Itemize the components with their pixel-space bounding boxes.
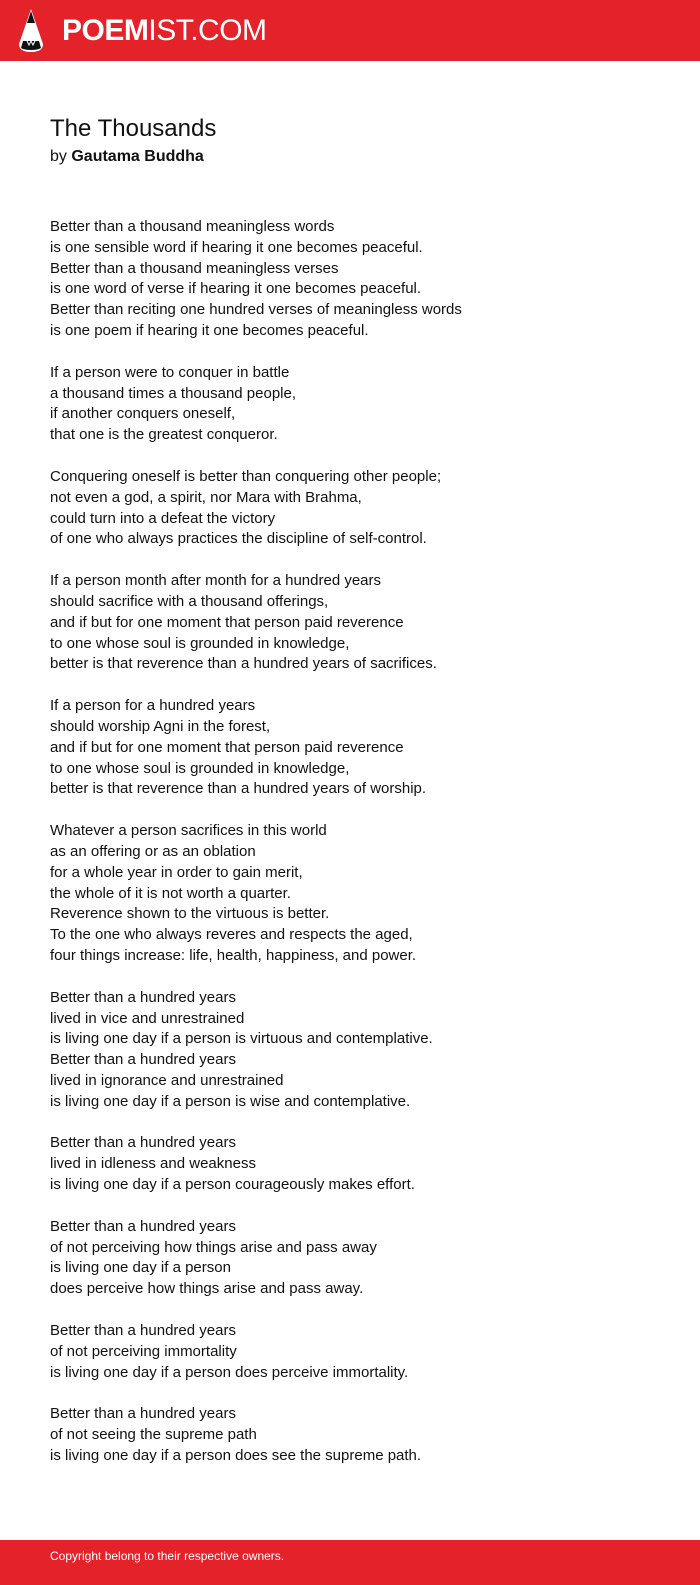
poem-line: Better than a hundred years [50, 1217, 236, 1235]
pencil-tip-icon [18, 8, 44, 54]
poem-line: better is that reverence than a hundred years of sacrifices. [50, 655, 437, 673]
poem-line: Better than a hundred years [50, 1322, 236, 1340]
poem-line: lived in idleness and weakness [50, 1155, 256, 1173]
poem-line: If a person month after month for a hundred years [50, 572, 382, 590]
poem-line: is living one day if a person courageously makes effort. [50, 1176, 415, 1194]
poem-line: four things increase: life, health, happiness, and power. [50, 946, 417, 964]
site-header [0, 0, 700, 61]
poem-line: of not perceiving how things arise and pass away [50, 1238, 377, 1256]
poem-line: Better than a thousand meaningless verses [50, 259, 339, 277]
poem-author: Gautama Buddha [71, 148, 204, 165]
poem-line: To the one who always reveres and respects the aged, [50, 926, 413, 944]
copyright-text: Copyright belong to their respective owners. [50, 1549, 285, 1563]
poem-line: the whole of it is not worth a quarter. [50, 884, 291, 902]
poem-line: that one is the greatest conqueror. [50, 426, 278, 444]
poem-content [50, 113, 650, 1465]
poem-line: does perceive how things arise and pass away. [50, 1280, 364, 1298]
site-logo-link[interactable] [18, 8, 267, 54]
poem-stanza [50, 1321, 670, 1383]
poem-line: better is that reverence than a hundred years of worship. [50, 780, 427, 798]
poem-line: Better than a hundred years [50, 1051, 236, 1069]
poem-stanza [50, 467, 670, 550]
poem-line: Better than a thousand meaningless words [50, 218, 335, 235]
poem-line: a thousand times a thousand people, [50, 384, 297, 402]
poem-line: If a person were to conquer in battle [50, 363, 290, 381]
site-logo-text [62, 14, 267, 48]
poem-line: is living one day if a person does perceive immortality. [50, 1363, 409, 1381]
poem-line: is one sensible word if hearing it one becomes peaceful. [50, 238, 423, 256]
poem-stanza [50, 571, 670, 675]
poem-line: Better than a hundred years [50, 1134, 236, 1152]
logo-text-thin: IST.COM [148, 14, 267, 47]
poem-line: not even a god, a spirit, nor Mara with Brahma, [50, 488, 362, 506]
poem-stanza [50, 988, 670, 1113]
poem-stanza [50, 1133, 670, 1195]
poem-line: lived in ignorance and unrestrained [50, 1071, 284, 1089]
poem-title: The Thousands [50, 115, 217, 142]
poem-body [50, 217, 670, 1488]
poem-line: could turn into a defeat the victory [50, 509, 276, 527]
poem-line: if another conquers oneself, [50, 405, 236, 423]
poem-line: of one who always practices the discipline of self-control. [50, 530, 427, 548]
poem-line: is living one day if a person [50, 1259, 231, 1277]
poem-line: lived in vice and unrestrained [50, 1009, 245, 1027]
poem-line: Better than reciting one hundred verses of meaningless words [50, 301, 462, 319]
logo-text-bold: POEM [62, 14, 149, 47]
byline-prefix: by [50, 148, 67, 165]
site-footer [0, 1540, 700, 1585]
poem-line: should worship Agni in the forest, [50, 717, 271, 735]
poem-byline [50, 145, 650, 169]
poem-stanza [50, 217, 670, 342]
poem-line: of not perceiving immortality [50, 1342, 237, 1360]
poem-line: should sacrifice with a thousand offerings, [50, 592, 329, 610]
poem-line: and if but for one moment that person paid reverence [50, 613, 404, 631]
poem-line: is one poem if hearing it one becomes peaceful. [50, 321, 369, 339]
poem-line: Whatever a person sacrifices in this world [50, 822, 327, 840]
poem-line: and if but for one moment that person paid reverence [50, 738, 404, 756]
poem-stanza [50, 696, 670, 800]
poem-line: to one whose soul is grounded in knowledge, [50, 634, 350, 652]
poem-line: as an offering or as an oblation [50, 842, 256, 860]
poem-line: is one word of verse if hearing it one becomes peaceful. [50, 280, 422, 298]
poem-line: Conquering oneself is better than conquering other people; [50, 467, 442, 485]
poem-line: Better than a hundred years [50, 988, 236, 1006]
poem-line: is living one day if a person does see the supreme path. [50, 1447, 422, 1465]
poem-line: for a whole year in order to gain merit, [50, 863, 303, 881]
poem-stanza [50, 1404, 670, 1466]
poem-line: is living one day if a person is wise and contemplative. [50, 1092, 411, 1110]
poem-stanza [50, 1217, 670, 1300]
poem-line: Better than a hundred years [50, 1405, 236, 1423]
poem-line: of not seeing the supreme path [50, 1426, 257, 1444]
poem-line: to one whose soul is grounded in knowledge, [50, 759, 350, 777]
poem-stanza [50, 821, 670, 967]
poem-line: is living one day if a person is virtuous and contemplative. [50, 1030, 433, 1048]
poem-line: Reverence shown to the virtuous is better. [50, 905, 330, 923]
poem-line: If a person for a hundred years [50, 697, 256, 715]
poem-stanza [50, 363, 670, 446]
